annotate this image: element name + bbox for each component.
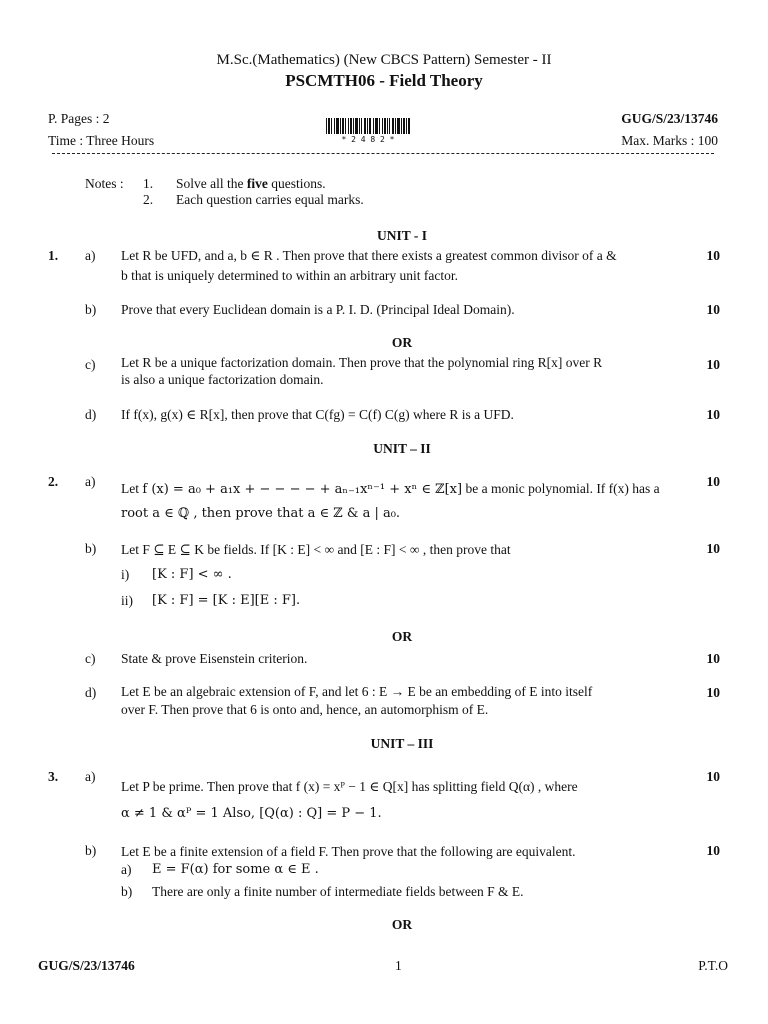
q2d-marks: 10 — [706, 685, 720, 700]
q1b-text: Prove that every Euclidean domain is a P. I. D. (Principal Ideal Domain). — [121, 302, 515, 317]
unit-1-heading: UNIT - I — [376, 228, 427, 243]
notes-label: Notes : — [85, 176, 124, 191]
header-divider — [52, 153, 714, 154]
time-duration: Time : Three Hours — [48, 133, 155, 148]
paper-code: GUG/S/23/13746 — [621, 111, 718, 126]
question-1-number: 1. — [48, 248, 59, 263]
q1d-marks: 10 — [706, 407, 720, 422]
q2b-text: Let F ⊆ E ⊆ K be fields. If [K : E] < ∞ and [E : F] < ∞ , then prove that — [121, 542, 511, 557]
q2d-text: Let E be an algebraic extension of F, and let 6 : E → E be an embedding of E into itself over F. Then prove that 6 is onto and, hence, an automorphism of E. — [121, 684, 593, 717]
q2b-i-label: i) — [121, 567, 130, 582]
barcode-number: * 2 4 8 2 * — [341, 135, 395, 144]
q3b-a-label: a) — [121, 862, 132, 877]
page-count: P. Pages : 2 — [48, 111, 110, 126]
note-1-text: Solve all the five questions. — [176, 176, 326, 191]
q2b-ii-text: [K : F] = [K : E][E : F]. — [152, 593, 301, 608]
q1a-marks: 10 — [706, 248, 720, 263]
note-2-number: 2. — [143, 192, 154, 207]
q3a-label: a) — [85, 769, 96, 784]
q1b-label: b) — [85, 302, 97, 317]
or-3: OR — [391, 917, 413, 932]
q3b-label: b) — [85, 843, 97, 858]
q1b-marks: 10 — [706, 302, 720, 317]
q2a-label: a) — [85, 474, 96, 489]
q2a-marks: 10 — [706, 474, 720, 489]
q3a-marks: 10 — [706, 769, 720, 784]
please-turn-over: P.T.O — [698, 958, 728, 973]
q3b-b-text: There are only a finite number of intermediate fields between F & E. — [152, 884, 524, 899]
q2c-marks: 10 — [706, 651, 720, 666]
max-marks: Max. Marks : 100 — [621, 133, 718, 148]
q2d-label: d) — [85, 685, 97, 700]
q3b-marks: 10 — [706, 843, 720, 858]
q2b-i-text: [K : F] < ∞ . — [152, 567, 232, 582]
q1c-marks: 10 — [706, 357, 720, 372]
q1d-text: If f(x), g(x) ∈ R[x], then prove that C(fg) = C(f) C(g) where R is a UFD. — [121, 407, 514, 422]
barcode — [326, 118, 410, 134]
note-2-text: Each question carries equal marks. — [176, 192, 364, 207]
q1d-label: d) — [85, 407, 97, 422]
note-1-number: 1. — [143, 176, 154, 191]
q3b-text: Let E be a finite extension of a field F. Then prove that the following are equivalent. — [121, 844, 576, 859]
q1c-text: Let R be a unique factorization domain. Then prove that the polynomial ring R[x] over R is also a unique factorization domain. — [121, 355, 603, 387]
q1a-label: a) — [85, 248, 96, 263]
question-3-number: 3. — [48, 769, 59, 784]
footer-code: GUG/S/23/13746 — [38, 958, 135, 973]
or-2: OR — [391, 629, 413, 644]
course-line: M.Sc.(Mathematics) (New CBCS Pattern) Semester - II — [216, 52, 552, 68]
q2c-label: c) — [85, 651, 96, 666]
q3a-text: Let P be prime. Then prove that f (x) = xᴾ − 1 ∈ Q[x] has splitting field Q(α) , where α ≠ 1 & αᴾ = 1 Also, [Q(α) : Q] = P − 1. — [121, 779, 578, 821]
q2b-marks: 10 — [706, 541, 720, 556]
page-number: 1 — [395, 958, 402, 973]
q1c-label: c) — [85, 357, 96, 372]
q3b-a-text: E = F(α) for some α ∈ E . — [152, 862, 319, 877]
or-1: OR — [391, 335, 413, 350]
question-2-number: 2. — [48, 474, 59, 489]
unit-2-heading: UNIT – II — [373, 441, 431, 456]
paper-title: PSCMTH06 - Field Theory — [285, 71, 483, 90]
barcode-bars — [326, 118, 410, 134]
q3b-b-label: b) — [121, 884, 133, 899]
unit-3-heading: UNIT – III — [370, 736, 434, 751]
q2b-ii-label: ii) — [121, 593, 133, 608]
q2b-label: b) — [85, 541, 97, 556]
q2c-text: State & prove Eisenstein criterion. — [121, 651, 308, 666]
q1a-text: Let R be UFD, and a, b ∈ R . Then prove that there exists a greatest common divisor of a & b that is uniquely determined to within an arbitrary unit factor. — [121, 248, 617, 283]
q2a-text: Let f (x) = a₀ + a₁x + − − − − + aₙ₋₁xⁿ⁻¹ + xⁿ ∈ ℤ[x] be a monic polynomial. If f(x) has a root a ∈ ℚ , then prove that a ∈ ℤ & a | a₀. — [121, 481, 660, 521]
